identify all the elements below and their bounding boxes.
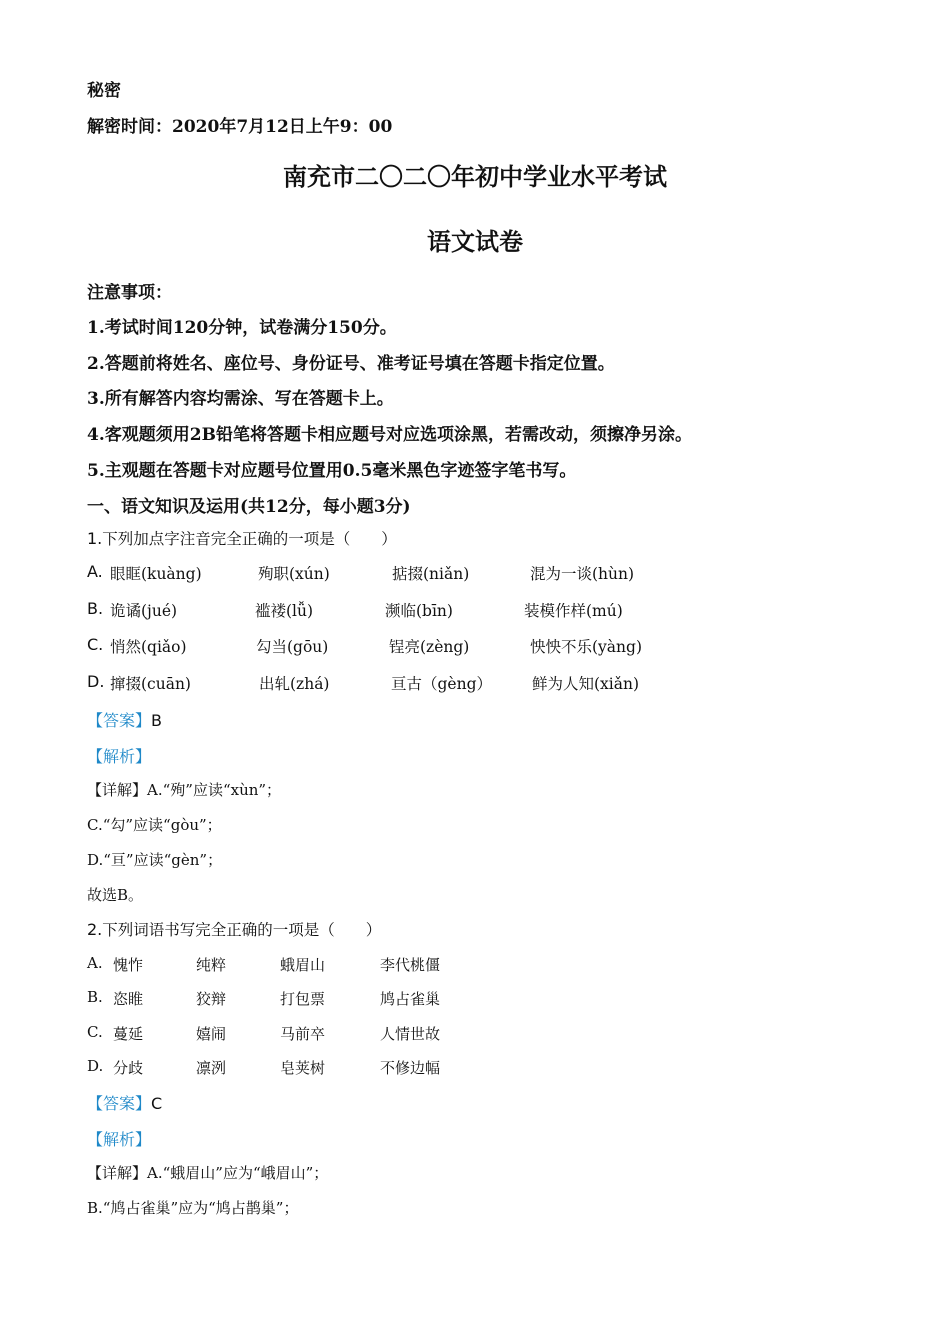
notice-item: 1.考试时间120分钟，试卷满分150分。: [87, 318, 397, 338]
q1-option-letter: B.: [87, 599, 104, 618]
q1-detail-line: 故选B。: [87, 886, 144, 904]
q2-option-item: 不修边幅: [380, 1059, 441, 1077]
q1-option-item: 鲜为人知(xiǎn): [532, 675, 640, 693]
q1-detail-line: 【详解】A.“殉”应读“xùn”；: [87, 781, 282, 799]
q1-option-letter: A.: [87, 562, 103, 581]
q1-detail-line: C.“勾”应读“gòu”；: [87, 816, 222, 834]
exam-title: 南充市二〇二〇年初中学业水平考试: [283, 162, 667, 191]
secret-label: 秘密: [87, 81, 121, 101]
q1-option-item: 褴褛(lǚ): [255, 602, 314, 620]
q1-option-item: 撺掇(cuān): [110, 675, 191, 693]
q1-option-letter: C.: [87, 635, 104, 654]
q1-option-item: 悄然(qiǎo): [110, 638, 187, 656]
q2-stem: [87, 918, 381, 940]
q2-option-letter: C.: [87, 1023, 103, 1041]
q2-answer: [87, 1091, 162, 1114]
analysis-tag: 【解析】: [87, 747, 152, 766]
answer-tag: 【答案】: [87, 711, 152, 730]
q2-detail-line: 【详解】A.“蛾眉山”应为“峨眉山”；: [87, 1164, 329, 1182]
q1-answer: [87, 708, 162, 731]
q2-option-item: 鸠占雀巢: [380, 990, 441, 1008]
q2-option-item: 马前卒: [280, 1025, 326, 1043]
q2-option-letter: B.: [87, 988, 103, 1006]
q2-option-item: 分歧: [113, 1059, 144, 1077]
notice-item: 4.客观题须用2B铅笔将答题卡相应题号对应选项涂黑，若需改动，须擦净另涂。: [87, 425, 692, 445]
section-title: 一、语文知识及运用(共12分，每小题3分): [87, 497, 411, 517]
q2-option-letter: A.: [87, 954, 103, 972]
q1-option-item: 濒临(bīn): [385, 602, 453, 620]
q1-option-item: 出轧(zhá): [259, 675, 330, 693]
q2-option-item: 纯粹: [196, 956, 227, 974]
q1-option-item: 殉职(xún): [258, 565, 330, 583]
q2-option-item: 凛洌: [196, 1059, 227, 1077]
answer-value: B: [151, 711, 162, 730]
q1-option-item: 掂掇(niǎn): [392, 565, 470, 583]
q2-option-item: 嬉闹: [196, 1025, 227, 1043]
q2-option-item: 打包票: [280, 990, 326, 1008]
q2-option-letter: D.: [87, 1057, 104, 1075]
q2-option-item: 蛾眉山: [280, 956, 326, 974]
q1-option-item: 锃亮(zèng): [389, 638, 470, 656]
q2-option-item: 皂荚树: [280, 1059, 326, 1077]
notice-item: 3.所有解答内容均需涂、写在答题卡上。: [87, 389, 394, 409]
q2-option-item: 人情世故: [380, 1025, 441, 1043]
q1-option-item: 装模作样(mú): [524, 602, 623, 620]
q2-option-item: 李代桃僵: [380, 956, 441, 974]
q1-detail-line: D.“亘”应读“gèn”；: [87, 851, 223, 869]
q2-detail-line: B.“鸠占雀巢”应为“鸠占鹊巢”；: [87, 1199, 299, 1217]
q1-option-item: 眼眶(kuàng): [110, 565, 202, 583]
q1-option-item: 勾当(gōu): [256, 638, 329, 656]
q1-option-item: 混为一谈(hùn): [530, 565, 635, 583]
q1-stem-text: 下列加点字注音完全正确的一项是（ ）: [102, 530, 397, 548]
analysis-tag: 【解析】: [87, 1130, 152, 1149]
q2-option-item: 狡辩: [196, 990, 227, 1008]
notice-item: 5.主观题在答题卡对应题号位置用0.5毫米黑色字迹签字笔书写。: [87, 461, 577, 481]
answer-value: C: [151, 1094, 163, 1113]
q1-number: 1.: [87, 529, 103, 548]
q2-stem-text: 下列词语书写完全正确的一项是（ ）: [102, 921, 382, 939]
notice-item: 2.答题前将姓名、座位号、身份证号、准考证号填在答题卡指定位置。: [87, 354, 615, 374]
q1-option-item: 亘古（gèng）: [391, 675, 493, 693]
q1-stem: [87, 527, 397, 549]
q1-option-letter: D.: [87, 672, 105, 691]
decrypt-time: 解密时间：2020年7月12日上午9：00: [87, 117, 393, 137]
subject-title: 语文试卷: [427, 227, 523, 256]
q2-number: 2.: [87, 920, 103, 939]
q1-option-item: 怏怏不乐(yàng): [530, 638, 642, 656]
answer-tag: 【答案】: [87, 1094, 152, 1113]
notices-heading: 注意事项：: [87, 283, 172, 303]
q1-option-item: 诡谲(jué): [110, 602, 178, 620]
q2-option-item: 蔓延: [113, 1025, 144, 1043]
q2-option-item: 愧怍: [113, 956, 144, 974]
q2-option-item: 恣睢: [113, 990, 144, 1008]
